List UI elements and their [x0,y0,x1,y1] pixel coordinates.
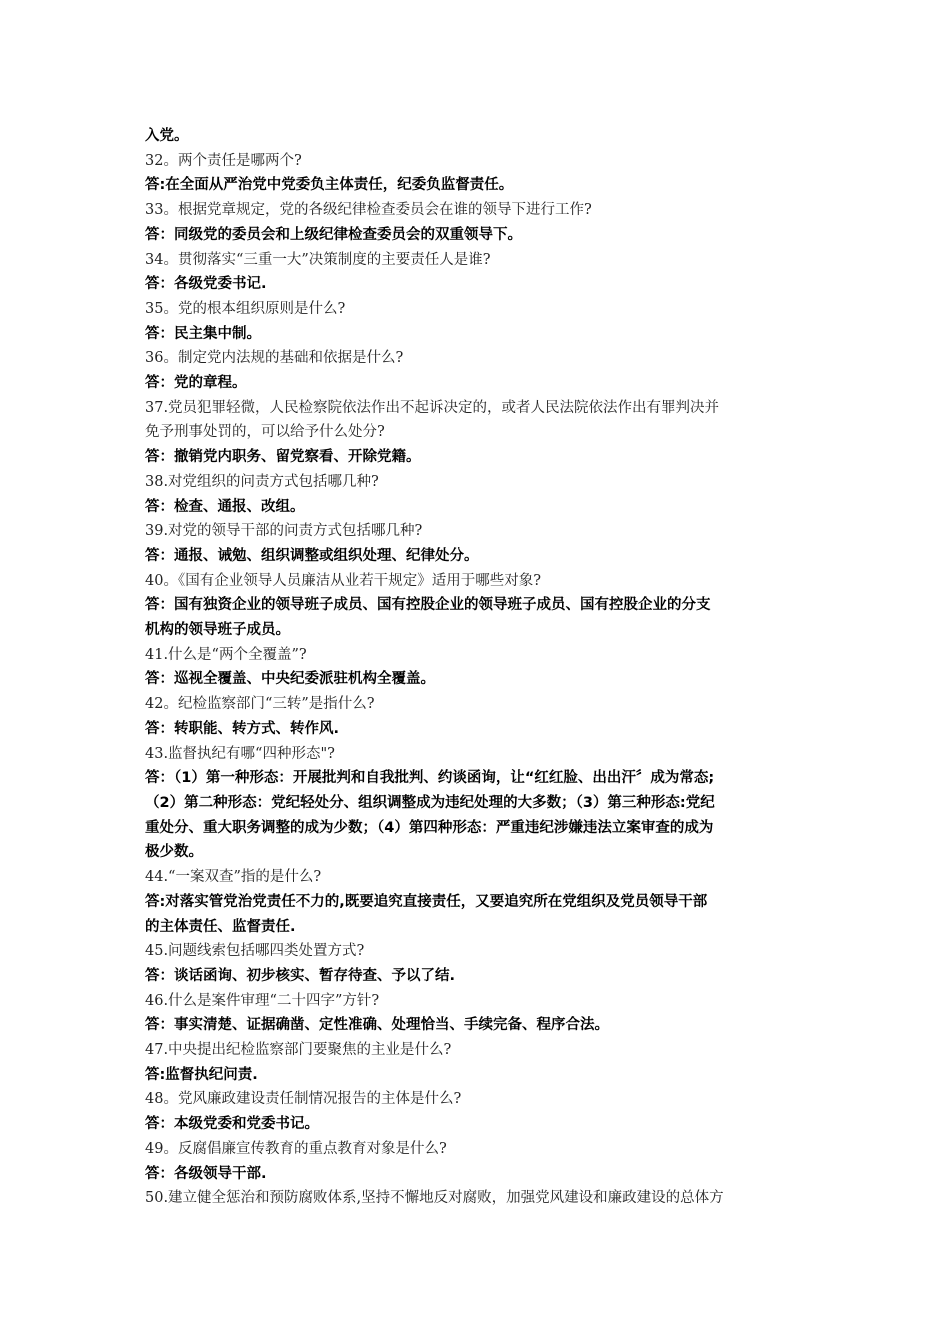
answer-line: 答：谈话函询、初步核实、暂存待查、予以了结. [145,967,456,984]
answer-line: 答:对落实管党治党责任不力的,既要追究直接责任，又要追究所在党组织及党员领导干部 [145,893,708,910]
question-line: 48。党风廉政建设责任制情况报告的主体是什么? [145,1091,462,1108]
question-line: 36。制定党内法规的基础和依据是什么? [145,350,404,367]
answer-line: 答：通报、诫勉、组织调整或组织处理、纪律处分。 [145,547,479,564]
question-line: 41.什么是“两个全覆盖”? [145,646,307,663]
answer-line: 极少数。 [145,844,203,861]
answer-line: 答：事实清楚、证据确凿、定性准确、处理恰当、手续完备、程序合法。 [145,1017,609,1034]
answer-line: 答：民主集中制。 [145,325,261,342]
answer-line: 答：转职能、转方式、转作风. [145,720,340,737]
answer-line: 答：同级党的委员会和上级纪律检查委员会的双重领导下。 [145,226,522,243]
document-page [145,124,815,1211]
question-line: 37.党员犯罪轻微，人民检察院依法作出不起诉决定的，或者人民法院依法作出有罪判决并 [145,399,720,416]
question-line: 50.建立健全惩治和预防腐败体系,坚持不懈地反对腐败，加强党风建设和廉政建设的总体方 [145,1190,724,1207]
question-line: 45.问题线索包括哪四类处置方式? [145,943,365,960]
answer-line: 答:在全面从严治党中党委负主体责任，纪委负监督责任。 [145,177,514,194]
answer-line: 答：各级领导干部. [145,1165,267,1182]
question-line: 33。根据党章规定，党的各级纪律检查委员会在谁的领导下进行工作? [145,202,592,219]
answer-line: 的主体责任、监督责任. [145,918,296,935]
answer-line: 答：本级党委和党委书记。 [145,1116,319,1133]
question-line: 35。党的根本组织原则是什么? [145,300,346,317]
question-line: 44.“一案双查”指的是什么? [145,869,322,886]
answer-line: 答：（1）第一种形态：开展批判和自我批判、约谈函询，让“红红脸、出出汗〞成为常态; [145,770,715,787]
question-line: 免予刑事处罚的，可以给予什么处分? [145,424,385,441]
question-line: 42。纪检监察部门“三转”是指什么? [145,696,375,713]
question-line: 39.对党的领导干部的问责方式包括哪几种? [145,523,423,540]
answer-line: 答：撤销党内职务、留党察看、开除党籍。 [145,449,421,466]
question-line: 32。两个责任是哪两个? [145,152,302,169]
answer-line: 答：国有独资企业的领导班子成员、国有控股企业的领导班子成员、国有控股企业的分支 [145,597,711,614]
answer-line: 机构的领导班子成员。 [145,622,290,639]
answer-line: （2）第二种形态：党纪轻处分、组织调整成为违纪处理的大多数；（3）第三种形态:党纪 [145,794,715,811]
answer-line: 入党。 [145,128,189,144]
answer-line: 答：巡视全覆盖、中央纪委派驻机构全覆盖。 [145,671,435,688]
answer-line: 重处分、重大职务调整的成为少数；（4）第四种形态：严重违纪涉嫌违法立案审查的成为 [145,819,714,836]
question-line: 43.监督执纪有哪“四种形态"? [145,745,335,762]
answer-line: 答：检查、通报、改组。 [145,498,305,515]
answer-line: 答：各级党委书记. [145,276,267,293]
question-line: 40。《国有企业领导人员廉洁从业若干规定》适用于哪些对象? [145,572,541,589]
answer-line: 答:监督执纪问责. [145,1066,258,1083]
question-line: 47.中央提出纪检监察部门要聚焦的主业是什么? [145,1042,452,1059]
question-line: 38.对党组织的问责方式包括哪几种? [145,473,379,490]
answer-line: 答：党的章程。 [145,375,247,392]
question-line: 34。贯彻落实“三重一大”决策制度的主要责任人是谁? [145,251,491,268]
question-line: 49。反腐倡廉宣传教育的重点教育对象是什么? [145,1140,447,1157]
question-line: 46.什么是案件审理“二十四字”方针? [145,992,380,1009]
